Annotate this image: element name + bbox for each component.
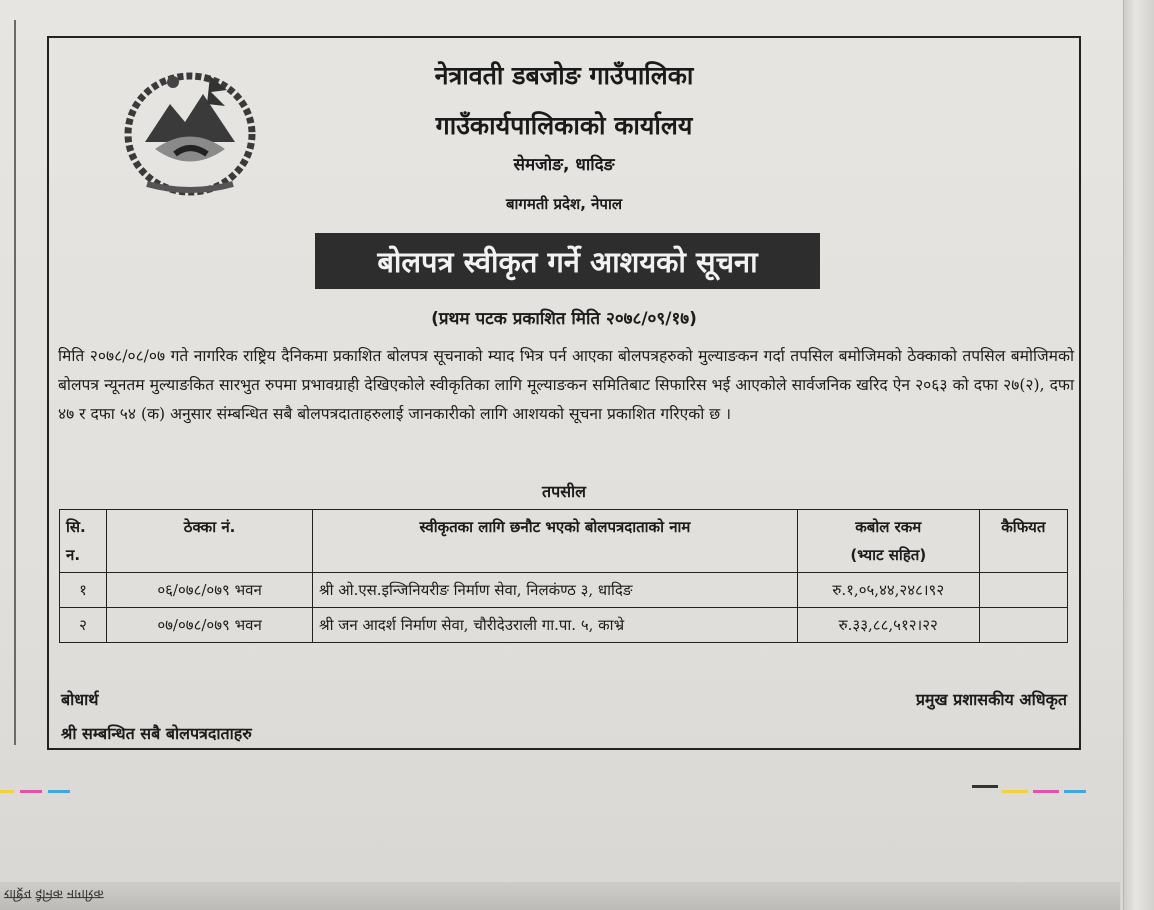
col-serial-line2: न. [66, 546, 81, 564]
row-remarks [979, 573, 1067, 608]
row-serial: १ [60, 573, 107, 608]
col-bidder: स्वीकृतका लागि छनौट भएको बोलपत्रदाताको नाम [312, 510, 797, 573]
row-bidder: श्री जन आदर्श निर्माण सेवा, चौरीदेउराली गा.पा. ५, काभ्रे [312, 608, 797, 643]
office-name: गाउँकार्यपालिकाको कार्यालय [435, 111, 693, 140]
row-contract: ०६/०७८/०७९ भवन [107, 573, 313, 608]
registration-mark-magenta [20, 790, 42, 793]
registration-mark-yellow [1002, 790, 1028, 793]
col-amount-line2: (भ्याट सहित) [850, 546, 927, 564]
table-title: तपसील [541, 482, 587, 501]
notice-body: मिति २०७८/०८/०७ गते नागरिक राष्ट्रिय दैनिकमा प्रकाशित बोलपत्र सूचनाको म्याद भित्र पर्न आएका बोलपत्रहरुको मुल्याङकन गर्दा तपसिल बमोजिमको ठेक्काको तपसिल बमोजिमको बोलपत्र न्यूनतम मुल्याङकित सारभुत रुपमा प्रभावग्राही देखिएकोले स्वीकृतिका लागि मूल्याङकन समितिबाट सिफारिस भई आएकोले सार्वजनिक खरिद ऐन २०६३ को दफा २७(२), दफा ४७ र दफा ५४ (क) अनुसार संम्बन्धित सबै बोलपत्रदाताहरुलाई जानकारीको लागि आशयको सूचना प्रकाशित गरिएको छ । [58, 347, 1074, 423]
registration-mark-yellow [0, 790, 14, 793]
table-row [60, 608, 1068, 643]
row-serial: २ [60, 608, 107, 643]
page-fold [1123, 0, 1154, 910]
signatory: प्रमुख प्रशासकीय अधिकृत [915, 690, 1067, 709]
registration-mark-magenta [1033, 790, 1059, 793]
col-amount-line1: कबोल रकम [855, 518, 922, 536]
column-rule [14, 20, 16, 745]
row-contract: ०७/०७८/०७९ भवन [107, 608, 313, 643]
registration-mark-cyan [48, 790, 70, 793]
cc-recipient: श्री सम्बन्धित सबै बोलपत्रदाताहरु [61, 724, 252, 743]
municipality-name: नेत्रावती डबजोङ गाउँपालिका [434, 61, 694, 90]
bid-table [59, 509, 1068, 643]
publication-date: (प्रथम पटक प्रकाशित मिति २०७८/०९/१७) [431, 309, 697, 329]
adjacent-page-scrap [0, 882, 1120, 910]
col-amount [797, 510, 979, 573]
province-country: बागमती प्रदेश, नेपाल [505, 195, 623, 213]
col-serial-line1: सि. [66, 518, 86, 536]
row-bidder: श्री ओ.एस.इन्जिनियरीङ निर्माण सेवा, निलकंण्ठ ३, धादिङ [312, 573, 797, 608]
col-contract: ठेक्का नं. [107, 510, 313, 573]
col-serial [60, 510, 107, 573]
row-amount: रु.३३,८८,५१२।२२ [797, 608, 979, 643]
registration-mark-black [972, 785, 998, 788]
cc-label: बोधार्थ [61, 690, 99, 709]
row-amount: रु.१,०५,४४,२४८।९२ [797, 573, 979, 608]
tender-notice [47, 36, 1081, 750]
col-remarks: कैफियत [979, 510, 1067, 573]
table-row [60, 573, 1068, 608]
office-location: सेमजोङ, धादिङ [513, 155, 615, 175]
mirrored-masthead-text: राष्ट्रिय दैनिक नागरिक [4, 886, 104, 901]
notice-title: बोलपत्र स्वीकृत गर्ने आशयको सूचना [315, 233, 820, 289]
row-remarks [979, 608, 1067, 643]
registration-mark-cyan [1064, 790, 1086, 793]
table-header-row [60, 510, 1068, 573]
